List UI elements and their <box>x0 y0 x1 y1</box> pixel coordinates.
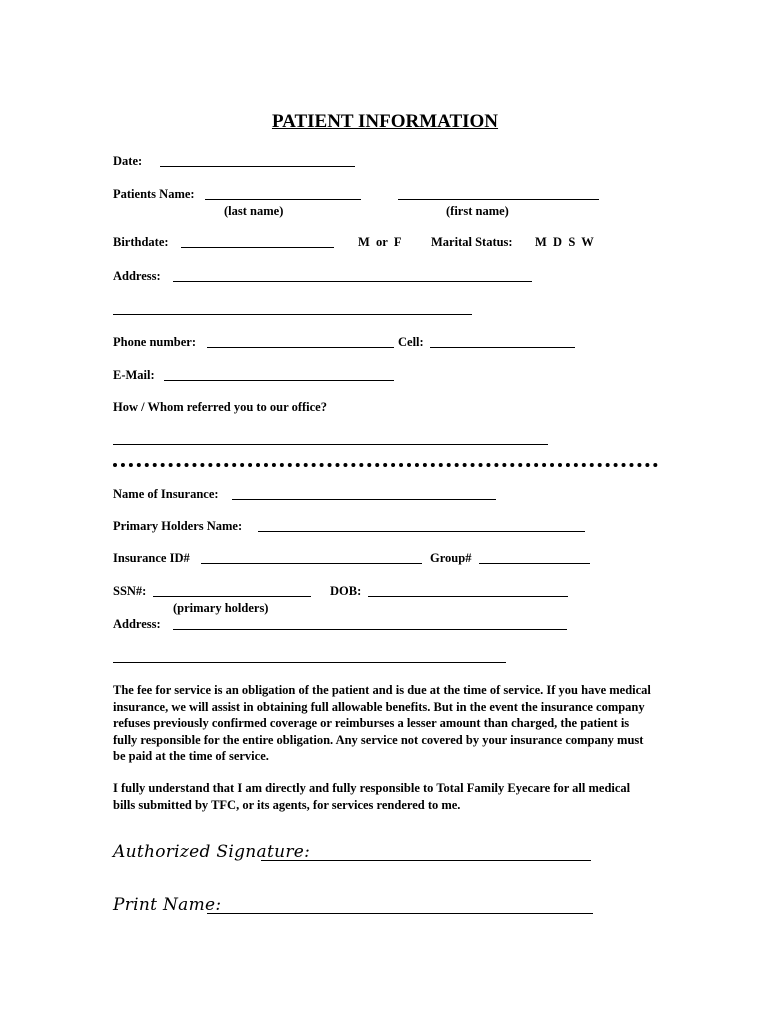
insurance-address-field-line-2[interactable] <box>113 662 506 663</box>
cell-field[interactable] <box>430 347 575 348</box>
primary-holder-field[interactable] <box>258 531 585 532</box>
print-name-label: Print Name: <box>113 895 222 915</box>
address-field-line-2[interactable] <box>113 314 472 315</box>
insurance-address-field-line-1[interactable] <box>173 629 567 630</box>
first-name-field[interactable] <box>398 199 599 200</box>
group-field[interactable] <box>479 563 590 564</box>
email-field[interactable] <box>164 380 394 381</box>
referral-label: How / Whom referred you to our office? <box>113 400 327 414</box>
sex-options[interactable]: M or F <box>358 235 402 249</box>
insurance-id-label: Insurance ID# <box>113 551 190 565</box>
ssn-field[interactable] <box>153 596 311 597</box>
phone-label: Phone number: <box>113 335 196 349</box>
insurance-address-label: Address: <box>113 617 161 631</box>
insurance-name-label: Name of Insurance: <box>113 487 219 501</box>
fee-paragraph: The fee for service is an obligation of the patient and is due at the time of service. If you have medical insurance, we will assist in obtaining full allowable benefits. But in the event the insurance company refuses previously confirmed coverage or reimburses a lesser amount than charged, the patient is fully responsible for the entire obligation. Any service not covered by your insurance company must be paid at the time of service. <box>113 683 651 763</box>
responsibility-paragraph: I fully understand that I am directly and fully responsible to Total Family Eyecare for all medical bills submitted by TFC, or its agents, for services rendered to me. <box>113 781 631 812</box>
phone-field[interactable] <box>207 347 394 348</box>
cell-label: Cell: <box>398 335 424 349</box>
print-name-field[interactable] <box>207 913 593 914</box>
ssn-label: SSN#: <box>113 584 147 598</box>
dob-label: DOB: <box>330 584 362 598</box>
first-name-caption: (first name) <box>446 204 509 218</box>
page-title: PATIENT INFORMATION <box>271 111 499 132</box>
birthdate-label: Birthdate: <box>113 235 169 249</box>
primary-holders-caption: (primary holders) <box>173 601 269 615</box>
primary-holder-label: Primary Holders Name: <box>113 519 243 533</box>
birthdate-field[interactable] <box>181 247 334 248</box>
address-field-line-1[interactable] <box>173 281 532 282</box>
address-label: Address: <box>113 269 161 283</box>
email-label: E-Mail: <box>113 368 155 382</box>
date-field[interactable] <box>160 166 355 167</box>
marital-status-options[interactable]: M D S W <box>535 235 594 249</box>
dob-field[interactable] <box>368 596 568 597</box>
insurance-name-field[interactable] <box>232 499 496 500</box>
patient-name-label: Patients Name: <box>113 187 195 201</box>
referral-field[interactable] <box>113 444 548 445</box>
date-label: Date: <box>113 154 143 168</box>
last-name-caption: (last name) <box>224 204 284 218</box>
authorized-signature-label: Authorized Signature: <box>113 842 311 862</box>
group-label: Group# <box>430 551 472 565</box>
authorized-signature-field[interactable] <box>261 860 591 861</box>
last-name-field[interactable] <box>205 199 361 200</box>
section-divider <box>113 463 658 467</box>
insurance-id-field[interactable] <box>201 563 422 564</box>
marital-status-label: Marital Status: <box>431 235 513 249</box>
